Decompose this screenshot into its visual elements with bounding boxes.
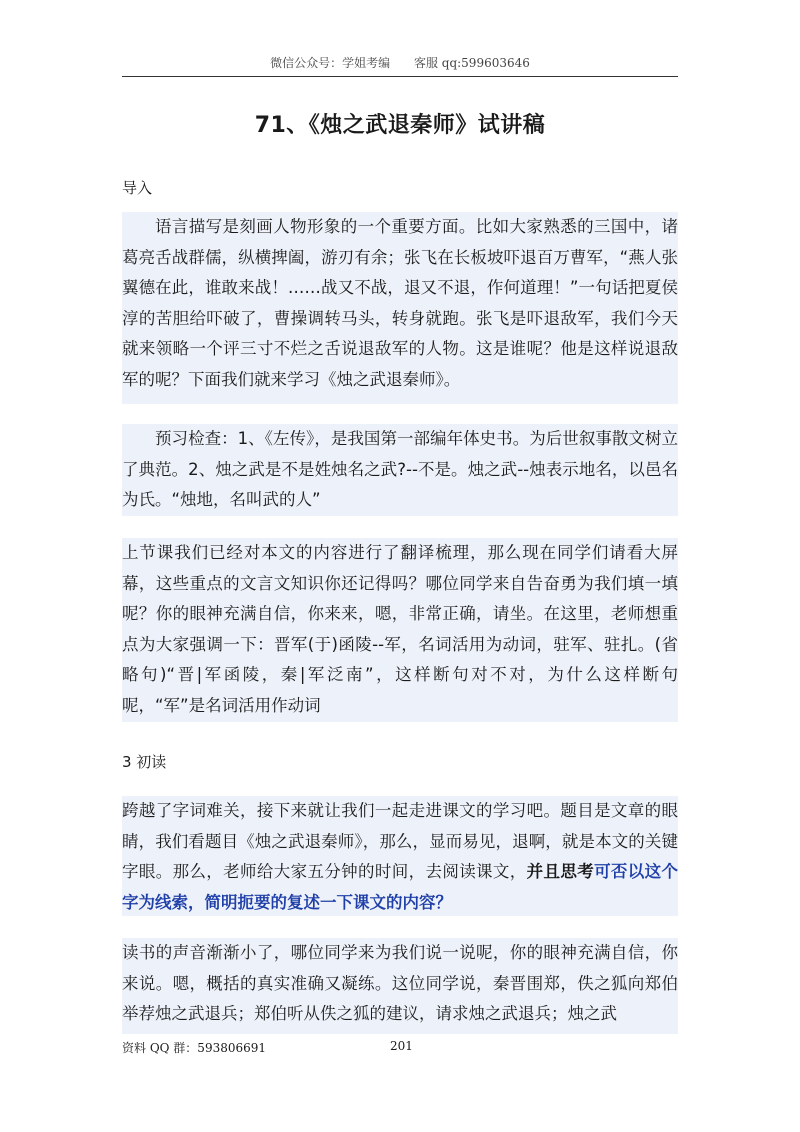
page-number: 201	[390, 1039, 413, 1053]
header-service: 客服 qq:599603646	[413, 56, 530, 70]
section-reading-label: 3 初读	[122, 753, 167, 771]
header-divider	[122, 76, 678, 77]
paragraph-review: 上节课我们已经对本文的内容进行了翻译梳理，那么现在同学们请看大屏幕，这些重点的文言文知识你还记得吗？哪位同学来自告奋勇为我们填一填呢？你的眼神充满自信，你来来，嗯，非常正确，请坐。在这里，老师想重点为大家强调一下：晋军(于)函陵--军，名词活用为动词，驻军、驻扎。(省略句)“晋|军函陵，秦|军泛南”，这样断句对不对，为什么这样断句呢，“军”是名词活用作动词	[122, 538, 678, 722]
paragraph-reading	[122, 796, 678, 916]
reading-think-text: 并且思考	[526, 862, 595, 881]
page-header	[122, 54, 678, 76]
header-wechat: 微信公众号：学姐考编	[270, 56, 391, 70]
reading-text: 跨越了字词难关，接下来就让我们一起走进课文的学习吧。题目是文章的眼睛，我们看题目《烛之武退秦师》，那么，显而易见，退啊，就是本文的关键字眼。那么，老师给大家五分钟的时间，去阅读课文，	[122, 801, 678, 881]
paragraph-intro: 语言描写是刻画人物形象的一个重要方面。比如大家熟悉的三国中，诸葛亮舌战群儒，纵横捭阖，游刃有余；张飞在长板坡吓退百万曹军，“燕人张翼德在此，谁敢来战！……战又不战，退又不退，作何道理！”一句话把夏侯淳的苦胆给吓破了，曹操调转马头，转身就跑。张飞是吓退敌军，我们今天就来领略一个评三寸不烂之舌说退敌军的人物。这是谁呢？他是这样说退敌军的呢？下面我们就来学习《烛之武退秦师》。	[122, 212, 678, 404]
section-intro-label: 导入	[122, 179, 153, 197]
paragraph-summary: 读书的声音渐渐小了，哪位同学来为我们说一说呢，你的眼神充满自信，你来说。嗯，概括的真实准确又凝练。这位同学说，秦晋围郑，佚之狐向郑伯举荐烛之武退兵；郑伯听从佚之狐的建议，请求烛之武退兵；烛之武	[122, 938, 678, 1034]
reading-question-highlight: 可否以这个字为线索，简明扼要的复述一下课文的内容？	[122, 862, 678, 912]
footer-qq-group: 资料 QQ 群：593806691	[122, 1041, 267, 1055]
paragraph-preview-check: 预习检查：1、《左传》，是我国第一部编年体史书。为后世叙事散文树立了典范。2、烛之武是不是姓烛名之武?--不是。烛之武--烛表示地名，以邑名为氏。“烛地，名叫武的人”	[122, 424, 678, 516]
document-title: 71、《烛之武退秦师》试讲稿	[254, 113, 546, 138]
